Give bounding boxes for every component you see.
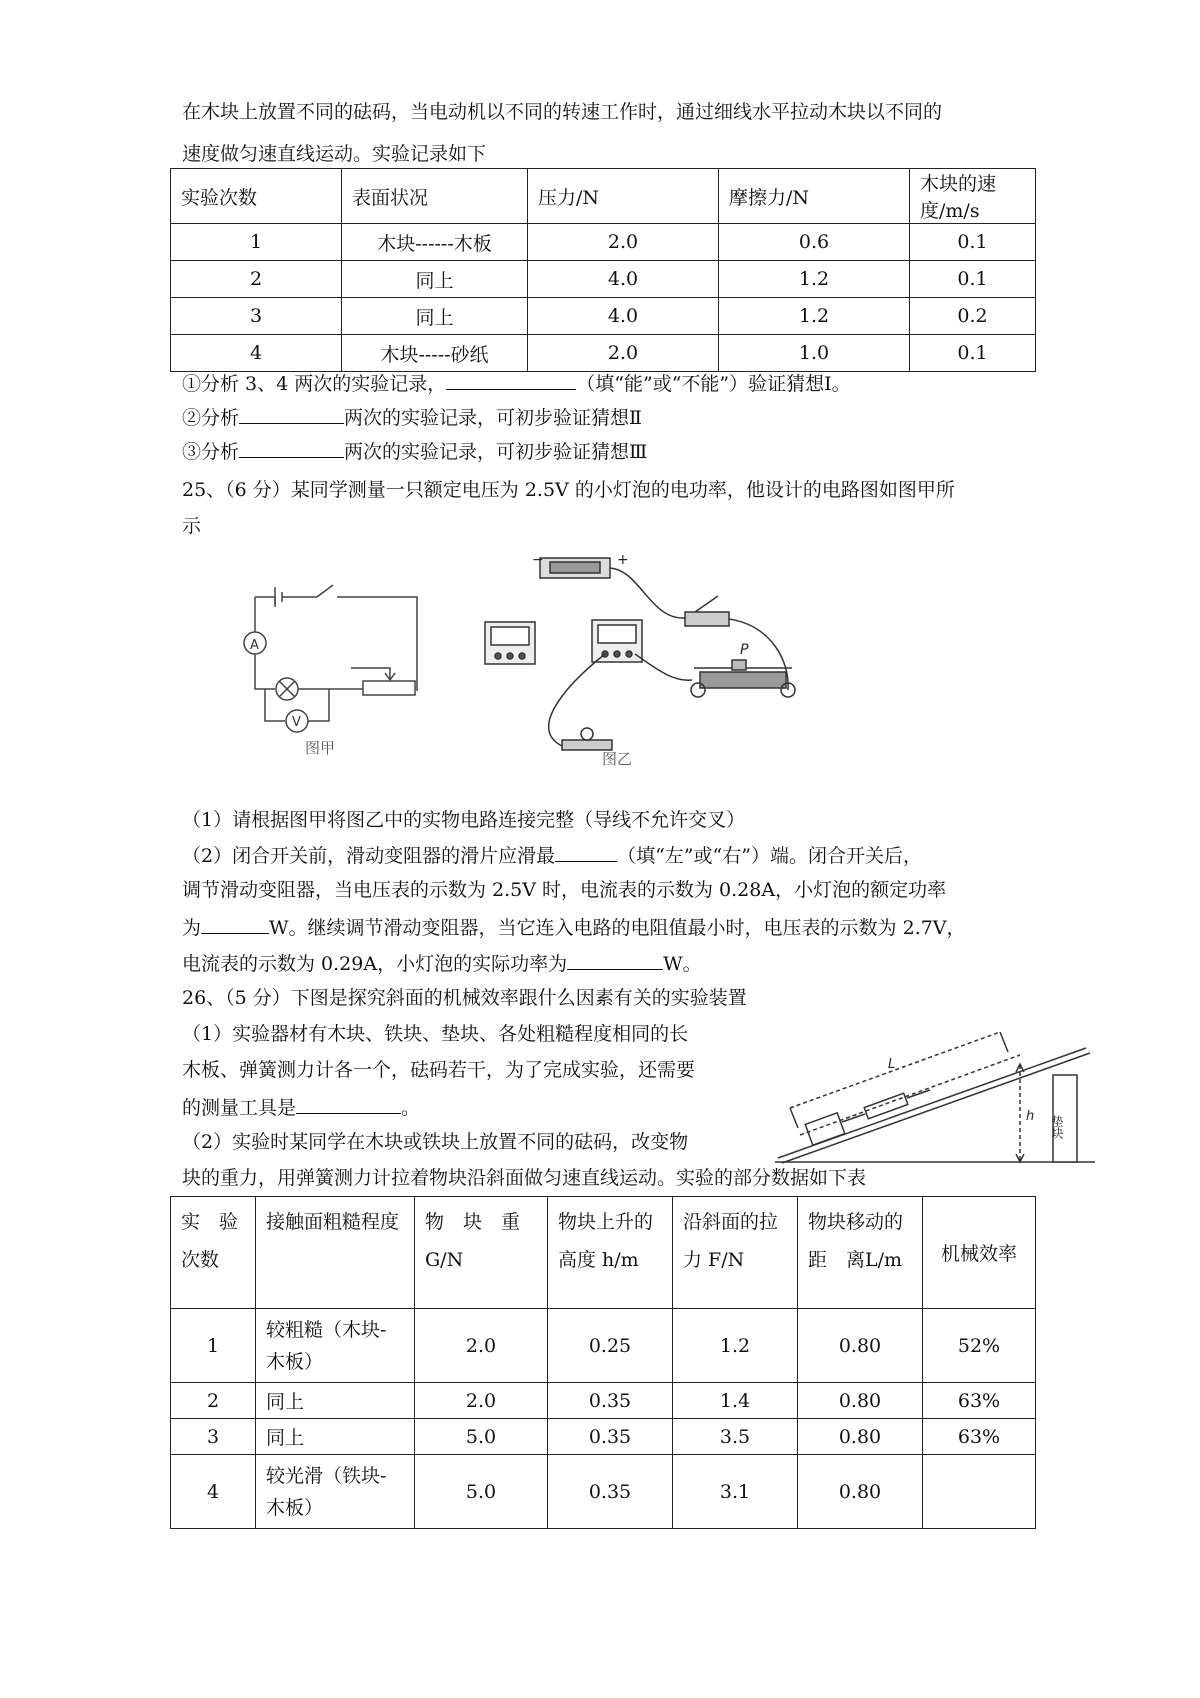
table-cell <box>923 1455 1036 1529</box>
q25-question-2 <box>182 842 922 868</box>
table-row <box>171 1383 1036 1419</box>
table-cell: 较光滑（铁块-木板） <box>256 1455 415 1529</box>
table-header-cell: 物块上升的高度 h/m <box>548 1197 673 1309</box>
q24-part-1-text-end: （填“能”或“不能”）验证猜想Ⅰ。 <box>576 373 851 395</box>
q24-part-1 <box>182 370 851 396</box>
height-label: h <box>1026 1109 1035 1124</box>
efficiency-table <box>170 1196 1036 1529</box>
answer-blank[interactable] <box>239 404 344 424</box>
q24-part-2-text: ②分析 <box>182 407 240 429</box>
table-cell: 1.2 <box>719 261 910 298</box>
q26-part-1-line-2: 木板、弹簧测力计各一个，砝码若干，为了完成实验，还需要 <box>182 1059 696 1081</box>
table-cell: 2.0 <box>415 1383 548 1419</box>
table-cell: 0.25 <box>548 1309 673 1383</box>
table-cell: 同上 <box>342 298 528 335</box>
table-cell: 同上 <box>342 261 528 298</box>
answer-blank[interactable] <box>239 438 344 458</box>
table-cell: 1 <box>171 1309 256 1383</box>
table-cell: 5.0 <box>415 1455 548 1529</box>
q25-question-2-line-3 <box>182 914 966 940</box>
table-cell: 0.80 <box>798 1309 923 1383</box>
q24-part-1-text: ①分析 3、4 两次的实验记录， <box>182 373 447 395</box>
table-cell: 4 <box>171 335 342 372</box>
q24-part-2-text-end: 两次的实验记录，可初步验证猜想Ⅱ <box>344 407 642 429</box>
incline-apparatus-figure <box>770 1020 1100 1165</box>
table-cell: 5.0 <box>415 1419 548 1455</box>
table-cell: 同上 <box>256 1419 415 1455</box>
table-cell: 2.0 <box>415 1309 548 1383</box>
table-cell: 2 <box>171 261 342 298</box>
table-cell: 4 <box>171 1455 256 1529</box>
table-row <box>171 335 1036 372</box>
q26-part-1-text: 的测量工具是 <box>182 1097 297 1119</box>
intro-line-1: 在木块上放置不同的砝码，当电动机以不同的转速工作时，通过细线水平拉动木块以不同的 <box>182 101 943 123</box>
table-header-cell: 接触面粗糙程度 <box>256 1197 415 1309</box>
table-cell: 1.0 <box>719 335 910 372</box>
q26-part-1-line-3 <box>182 1094 420 1120</box>
q25-question-2-text-end: W。 <box>663 953 702 975</box>
table-row <box>171 1309 1036 1383</box>
table-cell: 2.0 <box>528 335 719 372</box>
answer-blank[interactable] <box>567 950 663 970</box>
q25-question-2-text: 为 <box>182 917 202 939</box>
table-cell: 较粗糙（木块-木板） <box>256 1309 415 1383</box>
slider-label: P <box>740 642 749 658</box>
table-header-cell: 实 验次数 <box>171 1197 256 1309</box>
q25-question-2-text-end: （填“左”或“右”）端。闭合开关后， <box>617 845 922 867</box>
q26-part-1-line-1: （1）实验器材有木块、铁块、垫块、各处粗糙程度相同的长 <box>182 1023 689 1045</box>
voltmeter-label: V <box>292 715 301 730</box>
answer-blank[interactable] <box>446 370 576 390</box>
table-cell: 63% <box>923 1419 1036 1455</box>
friction-table <box>170 168 1036 372</box>
table-cell: 0.35 <box>548 1455 673 1529</box>
length-label: L <box>888 1057 896 1072</box>
q24-part-3-text-end: 两次的实验记录，可初步验证猜想Ⅲ <box>344 441 648 463</box>
table-header-cell: 表面状况 <box>342 169 528 224</box>
table-cell: 木块-----砂纸 <box>342 335 528 372</box>
intro-line-2: 速度做匀速直线运动。实验记录如下 <box>182 143 487 165</box>
table-row <box>171 1419 1036 1455</box>
table-cell: 3.1 <box>673 1455 798 1529</box>
table-cell: 63% <box>923 1383 1036 1419</box>
q24-part-2 <box>182 404 642 430</box>
q25-question-2-text: 电流表的示数为 0.29A，小灯泡的实际功率为 <box>182 953 568 975</box>
ammeter-label: A <box>250 638 259 653</box>
table-row <box>171 298 1036 335</box>
q25-question-2-text: （2）闭合开关前，滑动变阻器的滑片应滑最 <box>182 845 556 867</box>
table-header-cell: 机械效率 <box>923 1197 1036 1309</box>
table-row <box>171 261 1036 298</box>
q25-question-1: （1）请根据图甲将图乙中的实物电路连接完整（导线不允许交叉） <box>182 809 746 831</box>
answer-blank[interactable] <box>555 842 617 862</box>
table-cell: 1 <box>171 224 342 261</box>
table-cell: 0.35 <box>548 1383 673 1419</box>
table-cell: 4.0 <box>528 261 719 298</box>
table-cell: 0.35 <box>548 1419 673 1455</box>
table-cell: 2.0 <box>528 224 719 261</box>
q24-part-3-text: ③分析 <box>182 441 240 463</box>
q25-stem-line-1: 25、（6 分）某同学测量一只额定电压为 2.5V 的小灯泡的电功率，他设计的电路图如图甲所 <box>182 479 955 501</box>
table-header-cell: 压力/N <box>528 169 719 224</box>
table-cell: 同上 <box>256 1383 415 1419</box>
table-cell: 0.2 <box>910 298 1036 335</box>
table-cell: 3 <box>171 298 342 335</box>
table-header-row <box>171 1197 1036 1309</box>
battery-plus-label: + <box>617 552 629 568</box>
table-row <box>171 224 1036 261</box>
table-cell: 0.1 <box>910 261 1036 298</box>
table-cell: 0.80 <box>798 1419 923 1455</box>
q25-question-2-text-end: W。继续调节滑动变阻器，当它连入电路的电阻值最小时，电压表的示数为 2.7V， <box>269 917 966 939</box>
table-cell: 1.2 <box>673 1309 798 1383</box>
table-cell: 3 <box>171 1419 256 1455</box>
answer-blank[interactable] <box>296 1094 401 1114</box>
table-cell: 3.5 <box>673 1419 798 1455</box>
table-cell: 2 <box>171 1383 256 1419</box>
physical-circuit-figure <box>470 550 830 770</box>
table-cell: 1.4 <box>673 1383 798 1419</box>
answer-blank[interactable] <box>201 914 269 934</box>
q26-stem: 26、（5 分）下图是探究斜面的机械效率跟什么因素有关的实验装置 <box>182 987 747 1009</box>
figure-a-caption: 图甲 <box>305 739 336 757</box>
q25-question-2-line-2: 调节滑动变阻器，当电压表的示数为 2.5V 时，电流表的示数为 0.28A，小灯泡的额定功率 <box>182 879 947 901</box>
q24-part-3 <box>182 438 647 464</box>
table-header-cell: 沿斜面的拉力 F/N <box>673 1197 798 1309</box>
q26-part-1-text-end: 。 <box>401 1097 421 1119</box>
table-cell: 1.2 <box>719 298 910 335</box>
figure-b-caption: 图乙 <box>602 750 633 768</box>
table-header-cell: 木块的速度/m/s <box>910 169 1036 224</box>
table-cell: 0.80 <box>798 1455 923 1529</box>
table-header-cell: 摩擦力/N <box>719 169 910 224</box>
table-cell: 0.1 <box>910 335 1036 372</box>
q26-part-2-line-1: （2）实验时某同学在木块或铁块上放置不同的砝码，改变物 <box>182 1131 689 1153</box>
table-cell: 52% <box>923 1309 1036 1383</box>
table-cell: 木块------木板 <box>342 224 528 261</box>
q26-part-2-line-2: 块的重力，用弹簧测力计拉着物块沿斜面做匀速直线运动。实验的部分数据如下表 <box>182 1167 867 1189</box>
battery-minus-label: − <box>532 552 544 568</box>
table-cell: 0.1 <box>910 224 1036 261</box>
table-cell: 4.0 <box>528 298 719 335</box>
support-block-label: 垫块 <box>1050 1115 1064 1139</box>
table-row <box>171 1455 1036 1529</box>
q25-stem-line-2: 示 <box>182 515 202 537</box>
table-header-cell: 物 块 重G/N <box>415 1197 548 1309</box>
circuit-diagram-figure <box>225 565 435 765</box>
table-header-cell: 实验次数 <box>171 169 342 224</box>
table-header-cell: 物块移动的 距 离L/m <box>798 1197 923 1309</box>
table-header-row <box>171 169 1036 224</box>
table-cell: 0.6 <box>719 224 910 261</box>
q25-question-2-line-4 <box>182 950 702 976</box>
table-cell: 0.80 <box>798 1383 923 1419</box>
